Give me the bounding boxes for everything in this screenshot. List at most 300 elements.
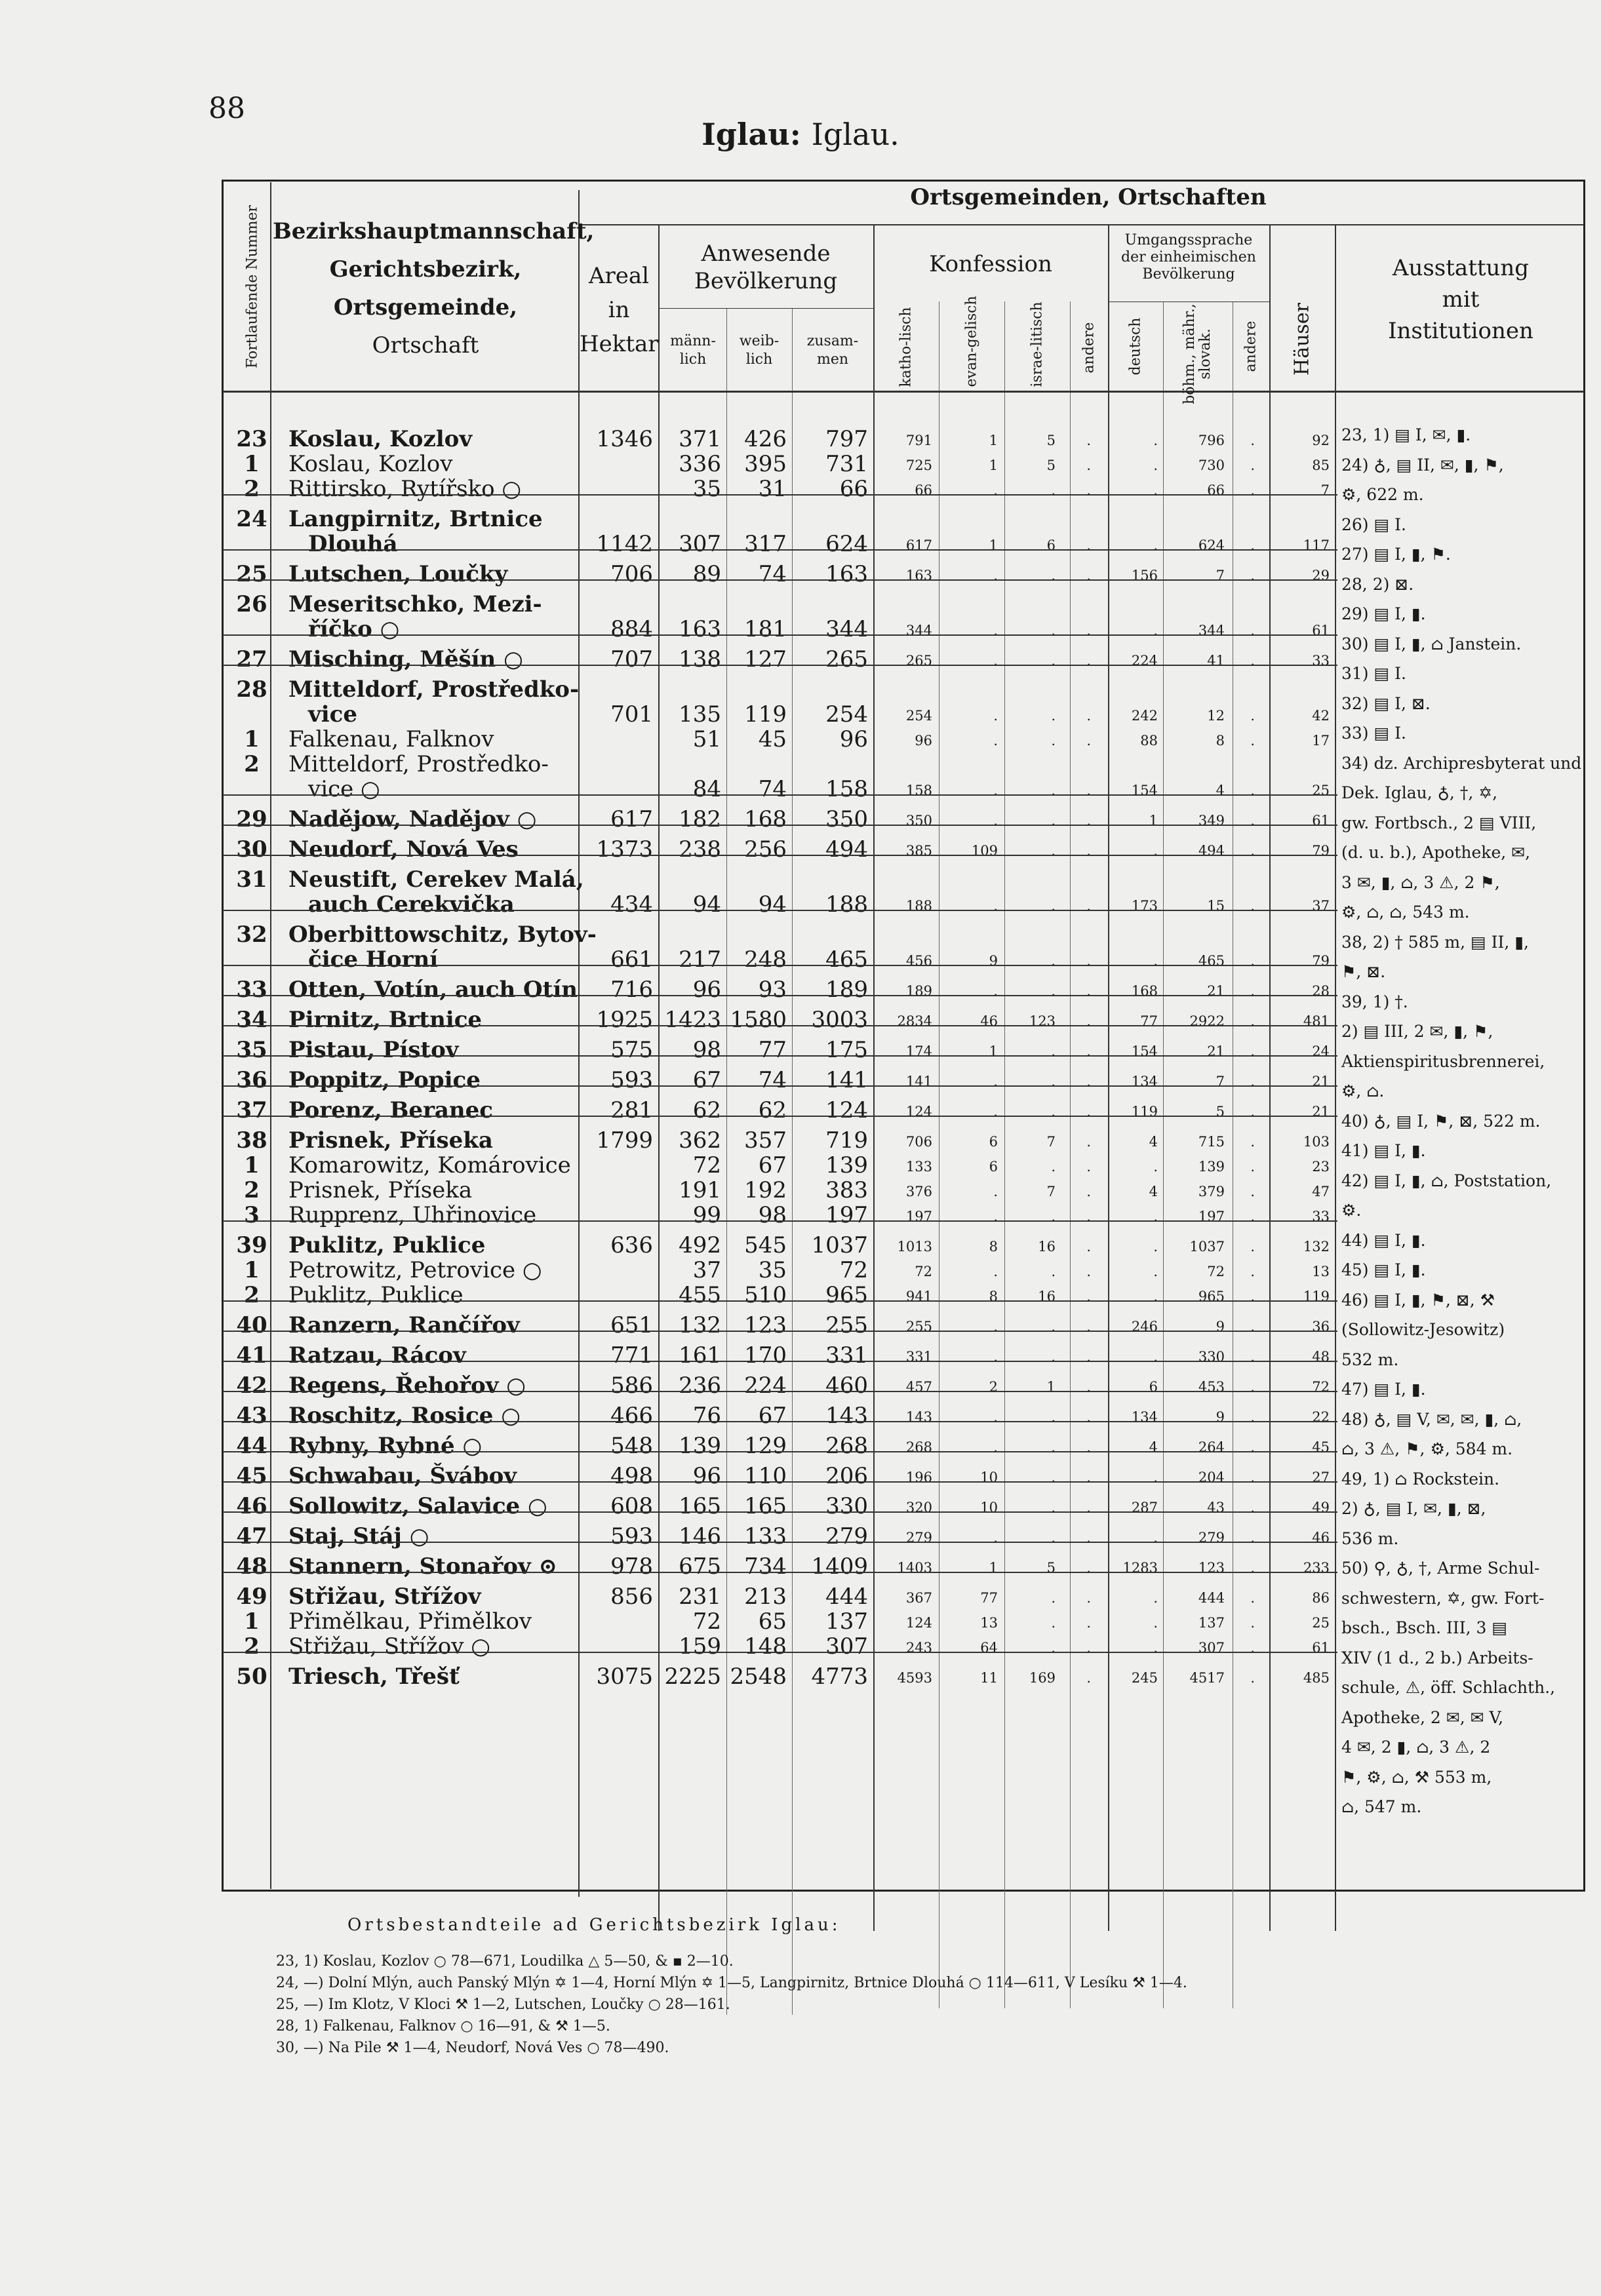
- cell-de: 4: [1149, 1439, 1158, 1455]
- cell-evang: .: [993, 1074, 998, 1089]
- cell-areal: 548: [610, 1433, 653, 1459]
- header-andere-konf: andere: [1080, 322, 1097, 374]
- institution-line: 48) ♁, ▤ V, ✉, ✉, ▮, ⌂,: [1341, 1409, 1522, 1429]
- cell-evang: 1: [989, 537, 998, 553]
- cell-w: 148: [744, 1633, 787, 1660]
- place-name-cont: Dlouhá: [308, 531, 398, 557]
- place-name: Rybny, Rybné ○: [288, 1433, 483, 1459]
- cell-z: 465: [825, 946, 868, 973]
- cell-z: 141: [825, 1067, 868, 1093]
- institution-line: bsch., Bsch. III, 3 ▤: [1341, 1618, 1507, 1637]
- cell-w: 317: [744, 531, 787, 557]
- cell-kath: 1403: [897, 1560, 932, 1576]
- row-number: 31: [236, 866, 267, 893]
- place-name: Stannern, Stonařov ⊙: [288, 1553, 558, 1580]
- running-title-rest: Iglau.: [811, 117, 899, 152]
- institution-line: Dek. Iglau, ♁, †, ✡,: [1341, 783, 1498, 802]
- cell-m: 159: [679, 1633, 721, 1660]
- cell-and2: .: [1250, 623, 1255, 638]
- cell-evang: 1: [989, 1043, 998, 1059]
- cell-z: 268: [825, 1433, 868, 1459]
- cell-and1: .: [1086, 1349, 1091, 1365]
- institution-line: 41) ▤ I, ▮.: [1341, 1141, 1426, 1160]
- cell-de: .: [1153, 953, 1158, 969]
- cell-evang: 77: [980, 1590, 998, 1606]
- page-number: 88: [208, 92, 245, 125]
- cell-evang: 1: [989, 1560, 998, 1576]
- cell-w: 35: [758, 1257, 787, 1283]
- cell-and1: .: [1086, 1530, 1091, 1546]
- institution-line: 45) ▤ I, ▮.: [1341, 1260, 1426, 1279]
- place-name: Langpirnitz, Brtnice: [288, 506, 543, 532]
- cell-de: .: [1153, 1159, 1158, 1175]
- footnote-key: 24,: [276, 1975, 299, 1991]
- header-bev-2: Bevölkerung: [694, 268, 838, 294]
- cell-boe: 7: [1216, 1074, 1225, 1089]
- cell-areal: 1346: [596, 426, 653, 452]
- row-number: 27: [236, 646, 267, 672]
- place-name-cont: vice ○: [308, 776, 380, 802]
- cell-and1: .: [1086, 843, 1091, 859]
- place-name-cont: auch Cerekvička: [308, 891, 515, 918]
- cell-and2: .: [1250, 1530, 1255, 1546]
- cell-kath: 457: [905, 1379, 932, 1395]
- cell-w: 98: [758, 1202, 787, 1228]
- cell-isr: .: [1051, 953, 1056, 969]
- cell-w: 165: [744, 1493, 787, 1519]
- place-name: Komarowitz, Komárovice: [288, 1152, 571, 1178]
- cell-de: .: [1153, 1615, 1158, 1631]
- cell-w: 67: [758, 1403, 787, 1429]
- place-name: Puklitz, Puklice: [288, 1232, 486, 1258]
- cell-and2: .: [1250, 708, 1255, 724]
- cell-isr: .: [1051, 1439, 1056, 1455]
- rule: [1163, 302, 1164, 2008]
- cell-m: 492: [679, 1232, 721, 1258]
- row-number: 1: [244, 1257, 260, 1283]
- rule: [1269, 224, 1271, 1931]
- cell-areal: 1925: [596, 1007, 653, 1033]
- cell-de: 77: [1140, 1013, 1158, 1029]
- place-name: Neudorf, Nová Ves: [288, 836, 519, 863]
- cell-w: 67: [758, 1152, 787, 1178]
- place-name: Mitteldorf, Prostředko-: [288, 676, 580, 703]
- cell-haeuser: 132: [1303, 1239, 1330, 1255]
- cell-and2: .: [1250, 1159, 1255, 1175]
- cell-w: 426: [744, 426, 787, 452]
- cell-boe: 15: [1207, 898, 1225, 914]
- cell-and2: .: [1250, 1184, 1255, 1199]
- place-name: Pirnitz, Brtnice: [288, 1007, 483, 1033]
- row-number: 49: [236, 1584, 267, 1610]
- row-divider: [223, 1361, 1337, 1362]
- cell-kath: 706: [905, 1134, 932, 1150]
- cell-haeuser: 17: [1312, 733, 1330, 749]
- row-divider: [223, 965, 1337, 966]
- cell-haeuser: 21: [1312, 1074, 1330, 1089]
- institution-line: ⚙.: [1341, 1201, 1362, 1220]
- cell-evang: .: [993, 783, 998, 798]
- cell-w: 65: [758, 1608, 787, 1635]
- cell-and1: .: [1086, 1184, 1091, 1199]
- cell-areal: 978: [610, 1553, 653, 1580]
- header-israelitisch: israe-litisch: [1029, 302, 1046, 387]
- place-name: Petrowitz, Petrovice ○: [288, 1257, 542, 1283]
- rule: [1108, 224, 1109, 1931]
- cell-areal: 701: [610, 701, 653, 728]
- footnote-key: 28,: [276, 2018, 299, 2034]
- cell-and1: .: [1086, 1013, 1091, 1029]
- place-name: Falkenau, Falknov: [288, 726, 494, 752]
- row-number: 25: [236, 561, 267, 587]
- header-bezirk-4: Ortschaft: [372, 332, 479, 359]
- footnote-text: —) Na Pile ⚒ 1—4, Neudorf, Nová Ves ○ 78—490.: [299, 2040, 669, 2056]
- place-name: Koslau, Kozlov: [288, 426, 473, 452]
- cell-de: .: [1153, 1209, 1158, 1224]
- rule: [223, 391, 1584, 393]
- institution-line: 3 ✉, ▮, ⌂, 3 ⚠, 2 ⚑,: [1341, 872, 1500, 892]
- header-areal-2: in: [608, 297, 630, 323]
- institution-line: schwestern, ✡, gw. Fort-: [1341, 1588, 1545, 1608]
- institution-line: 39, 1) †.: [1341, 992, 1408, 1011]
- cell-evang: .: [993, 623, 998, 638]
- cell-de: 1: [1149, 813, 1158, 828]
- cell-and2: .: [1250, 1209, 1255, 1224]
- cell-evang: .: [993, 1439, 998, 1455]
- cell-and2: .: [1250, 653, 1255, 669]
- cell-evang: .: [993, 1184, 998, 1199]
- cell-kath: 367: [905, 1590, 932, 1606]
- row-number: 28: [236, 676, 267, 703]
- cell-and1: .: [1086, 1264, 1091, 1279]
- cell-kath: 66: [915, 482, 932, 498]
- cell-kath: 344: [905, 623, 932, 638]
- footnote-key: 23,: [276, 1953, 299, 1970]
- cell-boe: 624: [1198, 537, 1225, 553]
- cell-kath: 456: [905, 953, 932, 969]
- cell-z: 163: [825, 561, 868, 587]
- cell-boe: 965: [1198, 1289, 1225, 1304]
- cell-and1: .: [1086, 1439, 1091, 1455]
- cell-areal: 1142: [596, 531, 653, 557]
- cell-and2: .: [1250, 1074, 1255, 1089]
- cell-and1: .: [1086, 783, 1091, 798]
- cell-de: 1283: [1122, 1560, 1158, 1576]
- cell-kath: 791: [905, 433, 932, 448]
- rule: [1004, 302, 1005, 2008]
- cell-kath: 385: [905, 843, 932, 859]
- cell-de: .: [1153, 1239, 1158, 1255]
- cell-w: 123: [744, 1312, 787, 1338]
- institution-line: schule, ⚠, öff. Schlachth.,: [1341, 1678, 1556, 1697]
- place-name: Ranzern, Rančířov: [288, 1312, 520, 1338]
- row-number: 40: [236, 1312, 267, 1338]
- cell-evang: .: [993, 1349, 998, 1365]
- cell-areal: 706: [610, 561, 653, 587]
- cell-kath: 163: [905, 568, 932, 583]
- cell-evang: .: [993, 813, 998, 828]
- footnote-key: 25,: [276, 1996, 299, 2013]
- header-boehmisch: böhm., mähr., slovak.: [1181, 303, 1214, 404]
- cell-de: .: [1153, 482, 1158, 498]
- row-number: 24: [236, 506, 267, 532]
- cell-de: 134: [1131, 1409, 1158, 1425]
- place-name: Porenz, Beranec: [288, 1097, 493, 1123]
- cell-boe: 4517: [1189, 1670, 1225, 1686]
- place-name: Neustift, Cerekev Malá,: [288, 866, 584, 893]
- row-divider: [223, 1391, 1337, 1392]
- cell-w: 119: [744, 701, 787, 728]
- place-name-cont: vice: [308, 701, 358, 728]
- cell-evang: 46: [980, 1013, 998, 1029]
- cell-evang: 8: [989, 1289, 998, 1304]
- cell-haeuser: 7: [1320, 482, 1330, 498]
- running-title: [0, 117, 1601, 152]
- cell-evang: .: [993, 733, 998, 749]
- cell-isr: .: [1051, 623, 1056, 638]
- cell-evang: .: [993, 1319, 998, 1334]
- row-divider: [223, 1025, 1337, 1026]
- cell-w: 127: [744, 646, 787, 672]
- cell-w: 395: [744, 451, 787, 477]
- institution-line: ⌂, 3 ⚠, ⚑, ⚙, 584 m.: [1341, 1439, 1513, 1458]
- cell-and2: .: [1250, 1640, 1255, 1656]
- cell-z: 175: [825, 1037, 868, 1063]
- cell-m: 307: [679, 531, 721, 557]
- row-number: 32: [236, 922, 267, 948]
- institution-line: 46) ▤ I, ▮, ⚑, ⊠, ⚒: [1341, 1290, 1495, 1310]
- header-zusammen-1: zusam-: [806, 333, 859, 349]
- cell-de: 242: [1131, 708, 1158, 724]
- cell-areal: 575: [610, 1037, 653, 1063]
- institution-line: ⚙, ⌂, ⌂, 543 m.: [1341, 903, 1470, 922]
- cell-kath: 376: [905, 1184, 932, 1199]
- cell-haeuser: 233: [1303, 1560, 1330, 1576]
- cell-and1: .: [1086, 983, 1091, 999]
- place-name: Misching, Měšín ○: [288, 646, 523, 672]
- cell-isr: 5: [1046, 457, 1056, 473]
- footnote-text: —) Im Klotz, V Kloci ⚒ 1—2, Lutschen, Loučky ○ 28—161.: [299, 1996, 730, 2013]
- cell-kath: 96: [915, 733, 932, 749]
- cell-areal: 1373: [596, 836, 653, 863]
- cell-z: 255: [825, 1312, 868, 1338]
- cell-de: 246: [1131, 1319, 1158, 1334]
- row-divider: [223, 1300, 1337, 1302]
- institution-line: 33) ▤ I.: [1341, 724, 1406, 743]
- row-number: 30: [236, 836, 267, 863]
- institution-line: gw. Fortbsch., 2 ▤ VIII,: [1341, 813, 1537, 832]
- header-bezirk-1: Bezirkshauptmannschaft,: [273, 218, 595, 244]
- cell-kath: 72: [915, 1264, 932, 1279]
- rule: [726, 308, 727, 2015]
- cell-areal: 593: [610, 1523, 653, 1549]
- cell-kath: 133: [905, 1159, 932, 1175]
- cell-z: 965: [825, 1282, 868, 1308]
- cell-and2: .: [1250, 733, 1255, 749]
- cell-m: 182: [679, 806, 721, 832]
- cell-de: 88: [1140, 733, 1158, 749]
- row-number: 1: [244, 726, 260, 752]
- row-number: 36: [236, 1067, 267, 1093]
- row-divider: [223, 995, 1337, 996]
- cell-m: 2225: [664, 1664, 721, 1690]
- place-name: Nadějow, Nadějov ○: [288, 806, 537, 832]
- cell-and2: .: [1250, 1500, 1255, 1515]
- row-number: 2: [244, 1282, 260, 1308]
- cell-z: 137: [825, 1608, 868, 1635]
- cell-isr: .: [1051, 898, 1056, 914]
- row-divider: [223, 665, 1337, 666]
- institution-line: 27) ▤ I, ▮, ⚑.: [1341, 545, 1451, 564]
- rule: [658, 308, 873, 309]
- cell-haeuser: 481: [1303, 1013, 1330, 1029]
- row-number: 39: [236, 1232, 267, 1258]
- cell-z: 624: [825, 531, 868, 557]
- cell-and2: .: [1250, 983, 1255, 999]
- cell-isr: .: [1051, 1209, 1056, 1224]
- row-number: 33: [236, 977, 267, 1003]
- cell-de: .: [1153, 1640, 1158, 1656]
- cell-and1: .: [1086, 433, 1091, 448]
- cell-isr: .: [1051, 1319, 1056, 1334]
- footnote-line: [253, 1953, 734, 1970]
- header-umg-2: der einheimischen: [1121, 249, 1256, 265]
- row-divider: [223, 910, 1337, 911]
- cell-isr: .: [1051, 1615, 1056, 1631]
- cell-w: 510: [744, 1282, 787, 1308]
- footnote-line: [253, 1975, 1187, 1991]
- cell-w: 110: [744, 1463, 787, 1489]
- cell-boe: 465: [1198, 953, 1225, 969]
- cell-boe: 330: [1198, 1349, 1225, 1365]
- cell-z: 279: [825, 1523, 868, 1549]
- cell-isr: .: [1051, 733, 1056, 749]
- cell-w: 256: [744, 836, 787, 863]
- place-name: Regens, Řehořov ○: [288, 1372, 526, 1399]
- institution-line: 4 ✉, 2 ▮, ⌂, 3 ⚠, 2: [1341, 1738, 1491, 1757]
- cell-boe: 444: [1198, 1590, 1225, 1606]
- cell-kath: 189: [905, 983, 932, 999]
- row-number: 45: [236, 1463, 267, 1489]
- cell-z: 206: [825, 1463, 868, 1489]
- cell-kath: 331: [905, 1349, 932, 1365]
- cell-isr: .: [1051, 1469, 1056, 1485]
- cell-z: 797: [825, 426, 868, 452]
- row-divider: [223, 1331, 1337, 1332]
- place-name: Střižau, Střížov: [288, 1584, 481, 1610]
- row-number: 41: [236, 1342, 267, 1369]
- cell-de: 287: [1131, 1500, 1158, 1515]
- cell-evang: 1: [989, 433, 998, 448]
- institution-line: 29) ▤ I, ▮.: [1341, 604, 1426, 623]
- header-umg-3: Bevölkerung: [1142, 266, 1235, 282]
- cell-and1: .: [1086, 1289, 1091, 1304]
- cell-and2: .: [1250, 1239, 1255, 1255]
- cell-z: 344: [825, 616, 868, 642]
- footnote-text: —) Dolní Mlýn, auch Panský Mlýn ✡ 1—4, Horní Mlýn ✡ 1—5, Langpirnitz, Brtnice Dlouhá ○ 114—611, V Lesíku ⚒ 1—4.: [299, 1975, 1187, 1991]
- cell-areal: 884: [610, 616, 653, 642]
- cell-isr: .: [1051, 708, 1056, 724]
- rule: [658, 224, 660, 1931]
- cell-isr: .: [1051, 1159, 1056, 1175]
- cell-and2: .: [1250, 1134, 1255, 1150]
- cell-boe: 5: [1216, 1104, 1225, 1119]
- rule: [578, 190, 580, 1897]
- cell-and2: .: [1250, 813, 1255, 828]
- cell-and2: .: [1250, 537, 1255, 553]
- row-number: 1: [244, 1608, 260, 1635]
- cell-areal: 651: [610, 1312, 653, 1338]
- place-name: Pistau, Pístov: [288, 1037, 459, 1063]
- cell-de: 156: [1131, 568, 1158, 583]
- cell-kath: 243: [905, 1640, 932, 1656]
- cell-w: 31: [758, 476, 787, 502]
- row-divider: [223, 1421, 1337, 1422]
- cell-haeuser: 79: [1312, 843, 1330, 859]
- cell-and1: .: [1086, 1469, 1091, 1485]
- place-name: Přimělkau, Přimělkov: [288, 1608, 532, 1635]
- cell-and1: .: [1086, 482, 1091, 498]
- cell-de: 245: [1131, 1670, 1158, 1686]
- cell-and2: .: [1250, 1319, 1255, 1334]
- row-number: 37: [236, 1097, 267, 1123]
- footnotes-title: Ortsbestandteile ad Gerichtsbezirk Iglau:: [347, 1915, 841, 1935]
- cell-z: 265: [825, 646, 868, 672]
- cell-m: 236: [679, 1372, 721, 1399]
- cell-and1: .: [1086, 1209, 1091, 1224]
- cell-isr: .: [1051, 568, 1056, 583]
- cell-kath: 255: [905, 1319, 932, 1334]
- place-name: Rittirsko, Rytířsko ○: [288, 476, 522, 502]
- cell-areal: 661: [610, 946, 653, 973]
- cell-isr: .: [1051, 1349, 1056, 1365]
- cell-haeuser: 61: [1312, 623, 1330, 638]
- cell-de: 154: [1131, 1043, 1158, 1059]
- cell-kath: 174: [905, 1043, 932, 1059]
- cell-and1: .: [1086, 1159, 1091, 1175]
- cell-de: 173: [1131, 898, 1158, 914]
- cell-z: 330: [825, 1493, 868, 1519]
- cell-isr: 169: [1029, 1670, 1056, 1686]
- cell-and1: .: [1086, 898, 1091, 914]
- cell-haeuser: 33: [1312, 653, 1330, 669]
- cell-isr: 5: [1046, 1560, 1056, 1576]
- place-name: Puklitz, Puklice: [288, 1282, 464, 1308]
- cell-kath: 4593: [897, 1670, 932, 1686]
- row-number: 2: [244, 1177, 260, 1203]
- rule: [580, 224, 1584, 225]
- cell-m: 62: [692, 1097, 721, 1123]
- cell-haeuser: 22: [1312, 1409, 1330, 1425]
- cell-m: 89: [692, 561, 721, 587]
- cell-z: 331: [825, 1342, 868, 1369]
- cell-isr: .: [1051, 783, 1056, 798]
- cell-evang: 10: [980, 1500, 998, 1515]
- cell-w: 248: [744, 946, 787, 973]
- place-name: Sollowitz, Salavice ○: [288, 1493, 547, 1519]
- cell-boe: 21: [1207, 983, 1225, 999]
- cell-haeuser: 72: [1312, 1379, 1330, 1395]
- cell-and1: .: [1086, 457, 1091, 473]
- row-divider: [223, 634, 1337, 636]
- cell-m: 72: [692, 1152, 721, 1178]
- row-divider: [223, 1220, 1337, 1222]
- cell-evang: 9: [989, 953, 998, 969]
- row-divider: [223, 794, 1337, 796]
- cell-m: 132: [679, 1312, 721, 1338]
- cell-boe: 41: [1207, 653, 1225, 669]
- cell-w: 129: [744, 1433, 787, 1459]
